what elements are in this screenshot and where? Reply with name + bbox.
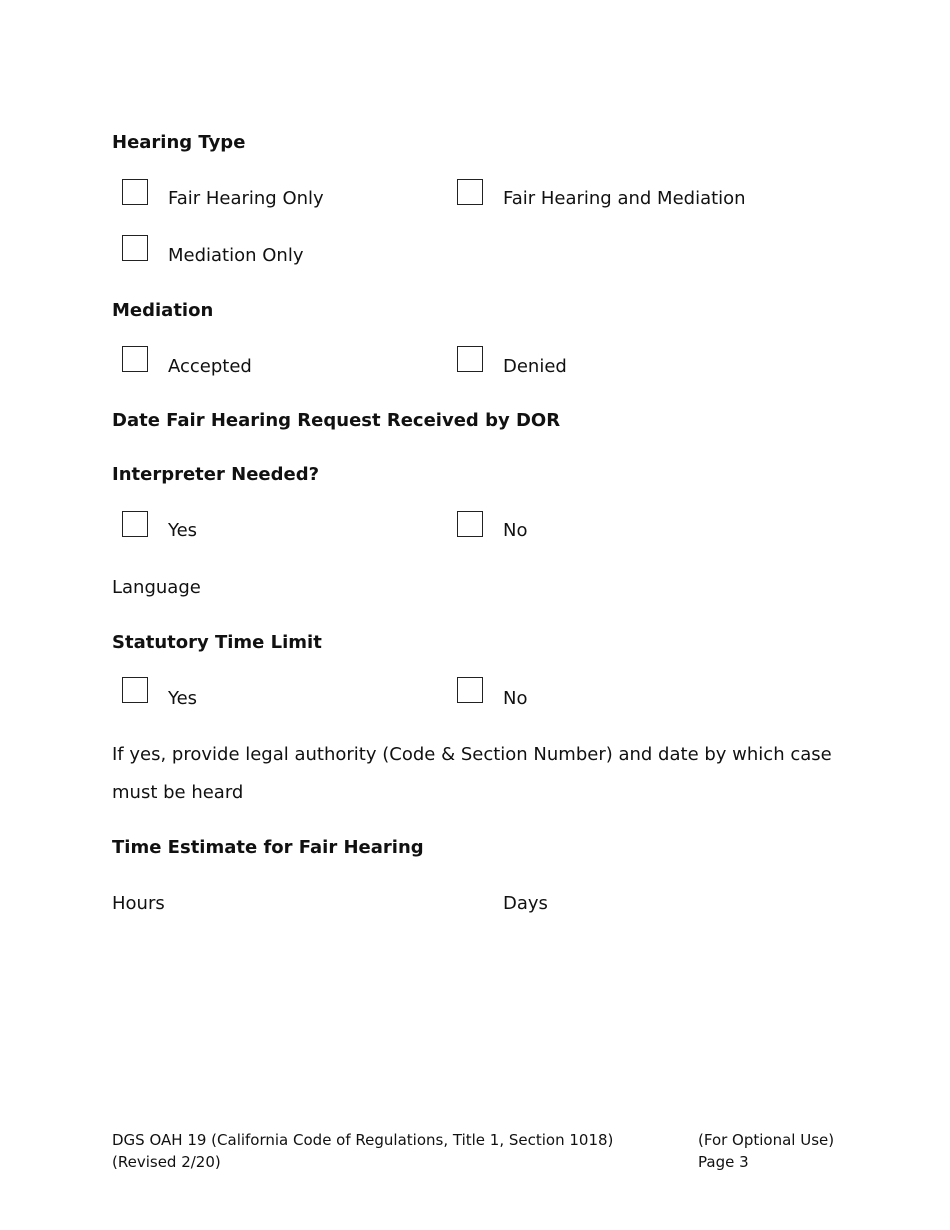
date-received-heading: Date Fair Hearing Request Received by DOR [112, 410, 561, 431]
fair-hearing-and-mediation-checkbox[interactable] [457, 179, 483, 205]
statutory-heading: Statutory Time Limit [112, 632, 322, 653]
language-label: Language [112, 577, 201, 598]
hearing-type-heading: Hearing Type [112, 132, 246, 153]
fair-hearing-only-checkbox[interactable] [122, 179, 148, 205]
interpreter-heading: Interpreter Needed? [112, 464, 320, 485]
mediation-heading: Mediation [112, 300, 214, 321]
statutory-yes-checkbox[interactable] [122, 677, 148, 703]
fair-hearing-only-label: Fair Hearing Only [168, 188, 324, 209]
statutory-note: If yes, provide legal authority (Code & Section Number) and date by which case must be heard [112, 744, 832, 803]
time-estimate-heading: Time Estimate for Fair Hearing [112, 837, 424, 858]
statutory-no-checkbox[interactable] [457, 677, 483, 703]
footer-revised: (Revised 2/20) [112, 1153, 221, 1171]
mediation-only-checkbox[interactable] [122, 235, 148, 261]
footer-page-number: Page 3 [698, 1153, 749, 1171]
interpreter-no-label: No [503, 520, 528, 541]
interpreter-yes-checkbox[interactable] [122, 511, 148, 537]
hours-label: Hours [112, 893, 165, 914]
days-label: Days [503, 893, 548, 914]
mediation-only-label: Mediation Only [168, 245, 304, 266]
footer-optional-use: (For Optional Use) [698, 1131, 835, 1149]
footer-form-id: DGS OAH 19 (California Code of Regulations, Title 1, Section 1018) [112, 1131, 614, 1149]
statutory-yes-label: Yes [168, 688, 198, 709]
mediation-accepted-checkbox[interactable] [122, 346, 148, 372]
statutory-no-label: No [503, 688, 528, 709]
mediation-denied-label: Denied [503, 356, 567, 377]
interpreter-yes-label: Yes [168, 520, 198, 541]
mediation-denied-checkbox[interactable] [457, 346, 483, 372]
mediation-accepted-label: Accepted [168, 356, 252, 377]
interpreter-no-checkbox[interactable] [457, 511, 483, 537]
fair-hearing-and-mediation-label: Fair Hearing and Mediation [503, 188, 746, 209]
